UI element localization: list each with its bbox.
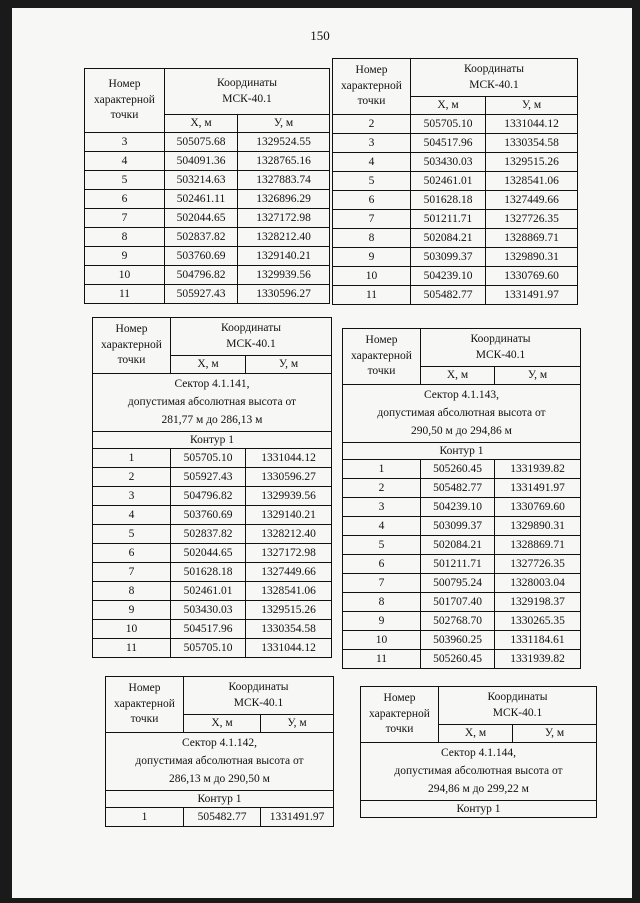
y-coordinate: 1326896.29: [238, 190, 330, 209]
table-row: [93, 639, 332, 658]
y-coordinate: 1329524.55: [238, 133, 330, 152]
x-coordinate: 503430.03: [411, 153, 486, 172]
point-number: 4: [93, 506, 171, 525]
y-coordinate: 1328541.06: [246, 582, 332, 601]
point-number: 11: [333, 286, 411, 305]
x-coordinate: 500795.24: [421, 574, 495, 593]
x-coordinate: 502461.11: [165, 190, 238, 209]
header-line: Координаты: [464, 62, 524, 75]
y-coordinate: 1329939.56: [238, 266, 330, 285]
contour-row: [106, 791, 334, 808]
point-number: 4: [85, 152, 165, 171]
point-number: 5: [343, 536, 421, 555]
y-coordinate: 1329140.21: [238, 247, 330, 266]
sector-line: Сектор 4.1.142,: [182, 737, 257, 749]
y-column-header: У, м: [261, 715, 334, 733]
point-number: 4: [333, 153, 411, 172]
point-number: 1: [106, 808, 184, 827]
contour-row: [343, 443, 581, 460]
point-number: 9: [343, 612, 421, 631]
y-coordinate: 1331044.12: [246, 449, 332, 468]
sector-row: [343, 385, 581, 443]
x-coordinate: 503430.03: [171, 601, 246, 620]
point-number-header: [85, 69, 165, 133]
x-coordinate: 503960.25: [421, 631, 495, 650]
x-coordinate: 502768.70: [421, 612, 495, 631]
header-line: Номер: [383, 692, 416, 705]
sector-line: 281,77 м до 286,13 м: [161, 413, 263, 426]
contour-label: Контур 1: [93, 432, 332, 449]
header-line: Координаты: [487, 690, 548, 703]
point-number: 6: [93, 544, 171, 563]
y-coordinate: 1327883.74: [238, 171, 330, 190]
x-coordinate: 503099.37: [411, 248, 486, 267]
x-coordinate: 505482.77: [184, 808, 261, 827]
header-line: Номер: [108, 78, 141, 91]
y-coordinate: 1329890.31: [486, 248, 578, 267]
point-number: 5: [93, 525, 171, 544]
y-coordinate: 1329890.31: [495, 517, 581, 536]
y-coordinate: 1329515.26: [246, 601, 332, 620]
y-coordinate: 1327726.35: [495, 555, 581, 574]
x-coordinate: 501211.71: [421, 555, 495, 574]
table-row: [343, 498, 581, 517]
sector-row: [93, 374, 332, 432]
x-coordinate: 504239.10: [411, 267, 486, 286]
sector-line: 290,50 м до 294,86 м: [411, 424, 512, 437]
y-coordinate: 1328003.04: [495, 574, 581, 593]
coordinates-header: [184, 677, 334, 715]
point-number: 7: [333, 210, 411, 229]
point-number: 8: [343, 593, 421, 612]
table-row: [93, 487, 332, 506]
y-coordinate: 1331491.97: [261, 808, 334, 827]
point-number: 8: [93, 582, 171, 601]
y-coordinate: 1331184.61: [495, 631, 581, 650]
point-number: 2: [333, 115, 411, 134]
table-row: [93, 582, 332, 601]
point-number: 3: [93, 487, 171, 506]
sector-line: Сектор 4.1.144,: [441, 747, 516, 759]
header-line: точки: [385, 723, 414, 736]
table-row: [343, 536, 581, 555]
point-number: 8: [333, 229, 411, 248]
point-number: 10: [85, 266, 165, 285]
x-column-header: Х, м: [165, 115, 238, 133]
header-line: характерной: [101, 338, 162, 351]
contour-row: [361, 801, 597, 818]
contour-label: Контур 1: [343, 443, 581, 460]
sector-line: 286,13 м до 290,50 м: [169, 772, 270, 785]
header-line: характерной: [94, 93, 155, 106]
x-coordinate: 503760.69: [171, 506, 246, 525]
y-column-header: У, м: [246, 356, 332, 374]
point-number: 1: [93, 449, 171, 468]
sector-line: Сектор 4.1.143,: [424, 389, 499, 401]
coordinates-header: [421, 329, 581, 367]
y-coordinate: 1331491.97: [495, 479, 581, 498]
y-coordinate: 1328212.40: [246, 525, 332, 544]
header-line: точки: [130, 713, 159, 726]
header-line: Номер: [115, 323, 148, 336]
sector-row: [106, 733, 334, 791]
header-line: характерной: [341, 79, 402, 92]
x-coordinate: 501211.71: [411, 210, 486, 229]
header-row: [106, 677, 334, 715]
x-coordinate: 503214.63: [165, 171, 238, 190]
header-line: МСК-40.1: [492, 706, 543, 719]
y-coordinate: 1327449.66: [246, 563, 332, 582]
y-column-header: У, м: [486, 97, 578, 115]
table-row: [85, 247, 330, 266]
header-line: Номер: [128, 682, 161, 695]
x-coordinate: 502084.21: [421, 536, 495, 555]
table-row: [333, 267, 578, 286]
y-coordinate: 1328869.71: [495, 536, 581, 555]
point-number-header: [333, 59, 411, 115]
sector-description: [343, 385, 581, 443]
y-coordinate: 1331491.97: [486, 286, 578, 305]
header-line: Номер: [365, 334, 398, 347]
point-number: 8: [85, 228, 165, 247]
table-row: [343, 555, 581, 574]
point-number: 3: [343, 498, 421, 517]
sector-line: допустимая абсолютная высота от: [127, 395, 297, 408]
y-coordinate: 1330354.58: [486, 134, 578, 153]
table-row: [93, 449, 332, 468]
x-column-header: Х, м: [411, 97, 486, 115]
point-number-header: [106, 677, 184, 733]
coordinate-table: [92, 317, 332, 658]
coordinates-header: [439, 687, 597, 725]
header-row: [93, 318, 332, 356]
coordinate-table: [342, 328, 581, 669]
y-coordinate: 1327449.66: [486, 191, 578, 210]
coordinate-table: [84, 68, 330, 304]
x-coordinate: 505482.77: [411, 286, 486, 305]
table-row: [85, 190, 330, 209]
header-line: Координаты: [221, 321, 281, 334]
table-row: [93, 506, 332, 525]
y-coordinate: 1328765.16: [238, 152, 330, 171]
header-line: точки: [117, 354, 146, 367]
coordinate-table: [105, 676, 334, 827]
table-row: [343, 631, 581, 650]
x-coordinate: 504239.10: [421, 498, 495, 517]
x-coordinate: 504517.96: [171, 620, 246, 639]
x-coordinate: 505075.68: [165, 133, 238, 152]
table-row: [85, 152, 330, 171]
sector-description: [93, 374, 332, 432]
header-line: характерной: [114, 697, 175, 710]
table-row: [333, 153, 578, 172]
x-coordinate: 502044.65: [165, 209, 238, 228]
table-row: [343, 650, 581, 669]
table-row: [333, 172, 578, 191]
point-number: 4: [343, 517, 421, 536]
x-coordinate: 502461.01: [171, 582, 246, 601]
point-number: 7: [85, 209, 165, 228]
point-number-header: [361, 687, 439, 743]
header-row: [361, 687, 597, 725]
x-coordinate: 501707.40: [421, 593, 495, 612]
x-coordinate: 505705.10: [171, 639, 246, 658]
table-row: [333, 286, 578, 305]
x-coordinate: 502837.82: [171, 525, 246, 544]
y-coordinate: 1328869.71: [486, 229, 578, 248]
header-line: характерной: [369, 707, 430, 720]
point-number: 11: [93, 639, 171, 658]
sector-line: допустимая абсолютная высота от: [135, 754, 304, 767]
x-coordinate: 502837.82: [165, 228, 238, 247]
sector-description: [361, 743, 597, 801]
table-row: [85, 133, 330, 152]
point-number: 10: [333, 267, 411, 286]
table-row: [85, 228, 330, 247]
y-coordinate: 1329140.21: [246, 506, 332, 525]
point-number: 2: [343, 479, 421, 498]
y-coordinate: 1331939.82: [495, 650, 581, 669]
x-coordinate: 502044.65: [171, 544, 246, 563]
table-row: [85, 266, 330, 285]
table-row: [333, 134, 578, 153]
table-row: [85, 171, 330, 190]
header-line: точки: [367, 365, 396, 378]
x-coordinate: 505260.45: [421, 650, 495, 669]
table-row: [343, 460, 581, 479]
y-coordinate: 1331939.82: [495, 460, 581, 479]
y-coordinate: 1330769.60: [495, 498, 581, 517]
header-line: Координаты: [228, 680, 289, 693]
x-coordinate: 505482.77: [421, 479, 495, 498]
coordinate-table: [360, 686, 597, 818]
x-column-header: Х, м: [184, 715, 261, 733]
table-row: [333, 191, 578, 210]
contour-row: [93, 432, 332, 449]
header-row: [343, 329, 581, 367]
y-coordinate: 1330596.27: [246, 468, 332, 487]
table-row: [93, 525, 332, 544]
coordinates-header: [165, 69, 330, 115]
point-number: 10: [93, 620, 171, 639]
point-number: 6: [333, 191, 411, 210]
y-coordinate: 1327172.98: [238, 209, 330, 228]
header-line: МСК-40.1: [469, 78, 519, 91]
y-coordinate: 1328212.40: [238, 228, 330, 247]
point-number: 9: [85, 247, 165, 266]
sector-line: допустимая абсолютная высота от: [377, 406, 546, 419]
sector-description: [106, 733, 334, 791]
point-number: 5: [85, 171, 165, 190]
header-line: Координаты: [470, 332, 531, 345]
sector-line: допустимая абсолютная высота от: [394, 764, 563, 777]
x-coordinate: 505705.10: [171, 449, 246, 468]
table-row: [343, 479, 581, 498]
table-row: [343, 574, 581, 593]
x-coordinate: 505705.10: [411, 115, 486, 134]
point-number: 10: [343, 631, 421, 650]
table-row: [333, 210, 578, 229]
header-line: МСК-40.1: [475, 348, 526, 361]
header-line: МСК-40.1: [222, 92, 272, 105]
contour-label: Контур 1: [106, 791, 334, 808]
sector-line: Сектор 4.1.141,: [174, 378, 250, 390]
point-number: 5: [333, 172, 411, 191]
header-line: точки: [110, 109, 139, 122]
y-coordinate: 1327726.35: [486, 210, 578, 229]
header-line: МСК-40.1: [233, 696, 284, 709]
table-row: [93, 468, 332, 487]
x-coordinate: 504091.36: [165, 152, 238, 171]
x-column-header: Х, м: [439, 725, 513, 743]
table-row: [333, 115, 578, 134]
point-number: 3: [333, 134, 411, 153]
y-coordinate: 1327172.98: [246, 544, 332, 563]
x-column-header: Х, м: [171, 356, 246, 374]
table-row: [93, 601, 332, 620]
point-number: 6: [343, 555, 421, 574]
point-number: 3: [85, 133, 165, 152]
point-number: 11: [85, 285, 165, 304]
point-number: 7: [343, 574, 421, 593]
table-row: [93, 544, 332, 563]
x-coordinate: 501628.18: [411, 191, 486, 210]
table-row: [106, 808, 334, 827]
header-line: характерной: [351, 349, 412, 362]
y-coordinate: 1330769.60: [486, 267, 578, 286]
point-number: 2: [93, 468, 171, 487]
coordinate-table: [332, 58, 578, 305]
point-number-header: [93, 318, 171, 374]
sector-row: [361, 743, 597, 801]
x-coordinate: 504796.82: [171, 487, 246, 506]
x-coordinate: 502084.21: [411, 229, 486, 248]
header-line: Номер: [355, 64, 388, 77]
x-coordinate: 501628.18: [171, 563, 246, 582]
coordinates-header: [171, 318, 332, 356]
sector-line: 294,86 м до 299,22 м: [428, 782, 529, 795]
x-coordinate: 505927.43: [171, 468, 246, 487]
y-coordinate: 1330354.58: [246, 620, 332, 639]
y-coordinate: 1329939.56: [246, 487, 332, 506]
y-coordinate: 1331044.12: [246, 639, 332, 658]
point-number: 1: [343, 460, 421, 479]
x-coordinate: 504517.96: [411, 134, 486, 153]
x-coordinate: 502461.01: [411, 172, 486, 191]
y-column-header: У, м: [513, 725, 597, 743]
coordinates-header: [411, 59, 578, 97]
point-number: 6: [85, 190, 165, 209]
x-coordinate: 503760.69: [165, 247, 238, 266]
y-coordinate: 1328541.06: [486, 172, 578, 191]
y-coordinate: 1330596.27: [238, 285, 330, 304]
y-coordinate: 1329515.26: [486, 153, 578, 172]
x-coordinate: 505927.43: [165, 285, 238, 304]
point-number: 9: [333, 248, 411, 267]
header-line: МСК-40.1: [226, 337, 276, 350]
y-column-header: У, м: [238, 115, 330, 133]
x-coordinate: 505260.45: [421, 460, 495, 479]
table-row: [93, 620, 332, 639]
point-number: 9: [93, 601, 171, 620]
x-coordinate: 504796.82: [165, 266, 238, 285]
page-number: 150: [310, 28, 330, 43]
table-row: [85, 209, 330, 228]
y-coordinate: 1329198.37: [495, 593, 581, 612]
point-number: 11: [343, 650, 421, 669]
table-row: [93, 563, 332, 582]
header-row: [85, 69, 330, 115]
header-line: точки: [357, 95, 386, 108]
header-line: Координаты: [217, 76, 277, 89]
contour-label: Контур 1: [361, 801, 597, 818]
x-coordinate: 503099.37: [421, 517, 495, 536]
table-row: [85, 285, 330, 304]
point-number-header: [343, 329, 421, 385]
y-coordinate: 1330265.35: [495, 612, 581, 631]
table-row: [343, 612, 581, 631]
table-row: [333, 248, 578, 267]
table-row: [343, 593, 581, 612]
y-coordinate: 1331044.12: [486, 115, 578, 134]
table-row: [343, 517, 581, 536]
y-column-header: У, м: [495, 367, 581, 385]
header-row: [333, 59, 578, 97]
point-number: 7: [93, 563, 171, 582]
table-row: [333, 229, 578, 248]
x-column-header: Х, м: [421, 367, 495, 385]
